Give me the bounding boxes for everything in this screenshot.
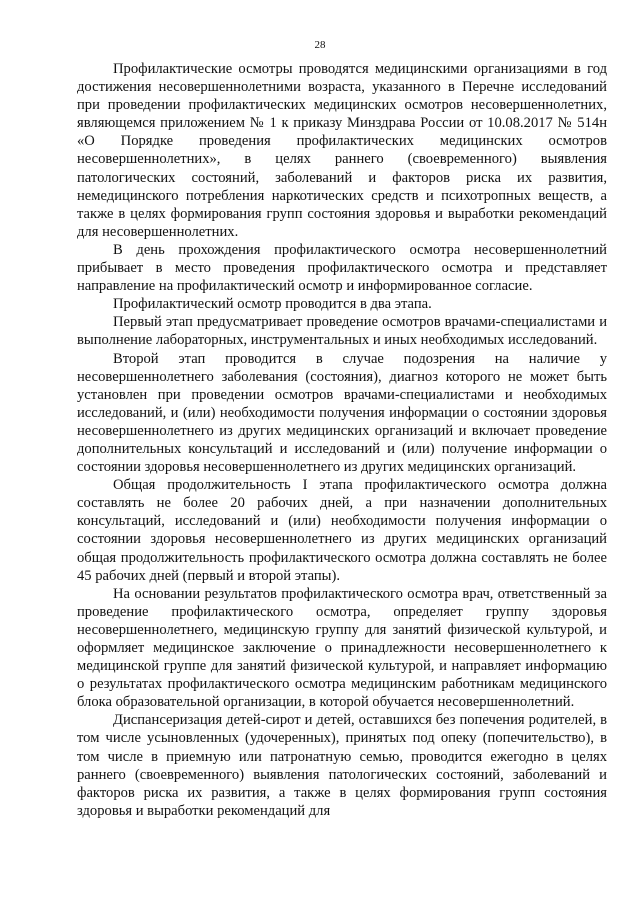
- paragraph-two-stages: Профилактический осмотр проводится в два этапа.: [113, 296, 432, 313]
- paragraph-second-stage: Второй этап проводится в случае подозрения на наличие у несовершеннолетнего заболевания (состояния), диагноз которого не может быть установлен при проведении осмотров врачами-специалистами и необходимых исследований, и (или) необходимости получения информации о состоянии здоровья несовершеннолетнего из других медицинских организаций и включает проведение дополнительных консультаций и исследований и (или) получение информации о состоянии здоровья несовершеннолетнего из других медицинских организаций.: [77, 350, 607, 476]
- paragraph-first-stage: Первый этап предусматривает проведение осмотров врачами-специалистами и выполнение лабораторных, инструментальных и иных необходимых исследований.: [77, 314, 607, 349]
- paragraph-results: На основании результатов профилактического осмотра врач, ответственный за проведение профилактического осмотра, определяет группу здоровья несовершеннолетнего, медицинскую группу для занятий физической культурой, и оформляет медицинское заключение о принадлежности несовершеннолетнего к медицинской группе для занятий физической культурой, и направляет информацию о результатах профилактического осмотра медицинским работникам медицинского блока образовательной организации, в которой обучается несовершеннолетний.: [77, 585, 607, 711]
- paragraph-duration: Общая продолжительность I этапа профилактического осмотра должна составлять не более 20 рабочих дней, а при назначении дополнительных консультаций, исследований и (или) необходимости получения информации о состоянии здоровья несовершеннолетнего из других медицинских организаций общая продолжительность профилактического осмотра должна составлять не более 45 рабочих дней (первый и второй этапы).: [77, 477, 607, 584]
- paragraph-orphans-screening: Диспансеризация детей-сирот и детей, оставшихся без попечения родителей, в том числе усыновленных (удочеренных), принятых под опеку (попечительство), в том числе в приемную или патронатную семью, проводится ежегодно в целях раннего (своевременного) выявления патологических состояний, заболеваний и факторов риска их развития, а также в целях формирования групп состояния здоровья и выработки рекомендаций для: [77, 712, 607, 819]
- paragraph-preventive-exams: Профилактические осмотры проводятся медицинскими организациями в год достижения несовершеннолетними возраста, указанного в Перечне исследований при проведении профилактических медицинских осмотров несовершеннолетних, являющемся приложением № 1 к приказу Минздрава России от 10.08.2017 № 514н «О Порядке проведения профилактических медицинских осмотров несовершеннолетних», в целях раннего (своевременного) выявления патологических состояний, заболеваний и факторов риска их развития, немедицинского потребления наркотических средств и психотропных веществ, а также в целях формирования групп состояния здоровья и выработки рекомендаций для несовершеннолетних.: [77, 61, 607, 240]
- document-body: [77, 60, 607, 820]
- page-number: 28: [314, 39, 326, 51]
- paragraph-exam-day: В день прохождения профилактического осмотра несовершеннолетний прибывает в место проведения профилактического осмотра и представляет направление на профилактический осмотр и информированное согласие.: [77, 241, 607, 295]
